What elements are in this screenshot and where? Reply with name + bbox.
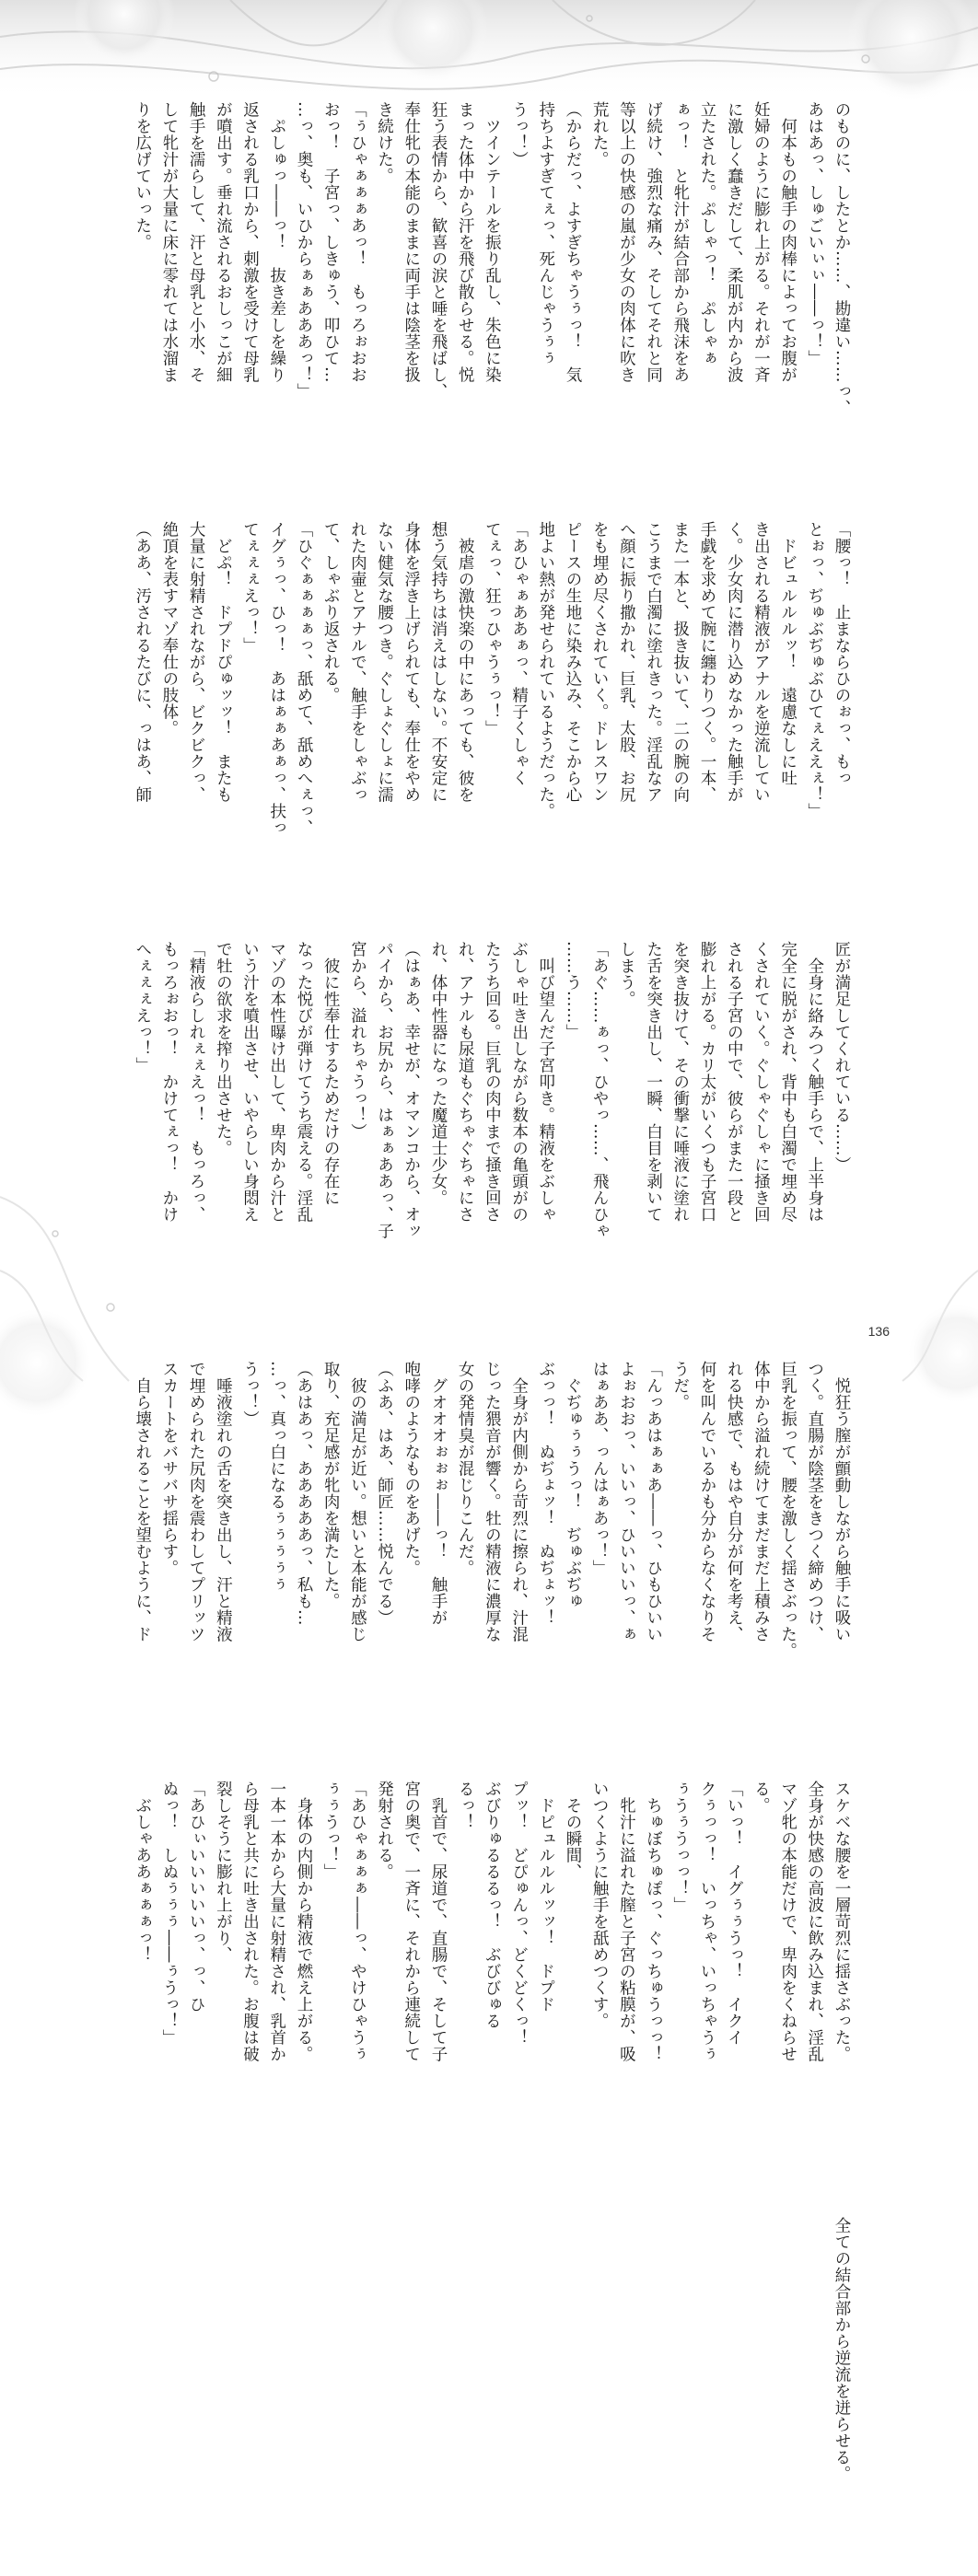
text-line: はぁああ、っんはぁあっ！」 (590, 1361, 610, 1576)
text-line: いつくように触手を舐めつくす。 (590, 1781, 610, 2029)
text-line: 地よい熱が発せられているようだった。 (536, 521, 555, 819)
text-line: 彼に性奉仕するためだけの存在に (321, 941, 341, 1206)
text-line: じった猥音が響く。牡の精液に濃厚な (483, 1361, 502, 1642)
text-line: 発射される。 (375, 1781, 394, 1880)
text-line: で牡の欲求を搾り出させた。 (214, 941, 233, 1156)
text-line: （あはあっ、あああああっ、私も… (294, 1361, 313, 1626)
text-line: 「いっ！ イグぅぅうっ！ イクイ (725, 1781, 744, 2046)
text-line: 身体を浮き上げられても、奉仕をやめ (402, 521, 421, 803)
text-line: ドビュルルルッ！ 遠慮なしに吐 (778, 521, 798, 786)
text-line: うだ。 (670, 1361, 690, 1410)
text-line: ぶびりゅるるるっ！ ぶびびゅる (483, 1781, 502, 2029)
text-line: たうち回る。巨乳の肉中まで掻き回さ (483, 941, 502, 1223)
text-line: 宮の奥で、一斉に、それから連続して (402, 1781, 421, 2062)
text-line: 「あぐ……ぁっ、ひやっ……、飛んひゃ (590, 941, 610, 1239)
text-line: …っ、真っ白になるぅぅぅぅぅ (267, 1361, 286, 1593)
text-line: てぇぇぇえっ！」 (240, 521, 260, 654)
text-line: 全身に絡みつく触手らで、上半身は (805, 941, 824, 1223)
text-line: プッ！ どぴゅんっ、どくどくっ！ (509, 1781, 529, 2046)
text-line: いう汁を噴出させ、いやらしい身悶え (240, 941, 260, 1223)
text-line: マゾ牝の本能だけで、卑肉をくねらせ (778, 1781, 798, 2062)
text-line: イグぅっ、ひっ！ あはぁぁあぁっ、扶っ (267, 521, 286, 836)
text-line: スケベな腰を一層苛烈に揺さぶった。 (832, 1781, 851, 2062)
text-line: くされていく。ぐしゃぐしゃに掻き回 (751, 941, 771, 1223)
text-line: が噴出す。垂れ流されるおしっこが細 (214, 101, 233, 383)
vertical-text-body (127, 101, 855, 2482)
text-line: （はぁあ、幸せが、オマンコから、オッ (402, 941, 421, 1239)
text-line: 唾液塗れの舌を突き出し、汗と精液 (214, 1361, 233, 1642)
text-line: また一本と、扱き抜いて、二の腕の向 (670, 521, 690, 803)
text-line: よぉおおっ、いいっ、ひいいいっ、ぁ (617, 1361, 636, 1642)
text-line: をも埋め尽くされていく。ドレスワン (590, 521, 610, 803)
text-line: に激しく蠢きだして、柔肌が内から波 (725, 101, 744, 383)
text-line: 荒れた。 (590, 101, 610, 168)
text-line: れ、アナルも尿道もぐちゃぐちゃにさ (456, 941, 475, 1223)
text-line: 匠が満足してくれている……） (832, 941, 851, 1173)
text-line: 完全に脱がされ、背中も白濁で埋め尽 (778, 941, 798, 1223)
page-number: 136 (867, 1324, 890, 1339)
text-line: て、しゃぶり返される。 (321, 521, 341, 703)
text-line: 「腰っ！ 止まならひのぉっ、もっ (832, 521, 851, 786)
text-line: 全身が内側から苛烈に擦られ、汁混 (509, 1361, 529, 1642)
text-line: どぷ！ ドプドぴゅッッ！ またも (214, 521, 233, 803)
text-line: 悦狂う膣が顫動しながら触手に吸い (832, 1361, 851, 1642)
text-line: 大量に射精されながら、ビクビクっ、 (187, 521, 206, 803)
text-line: うっ！） (509, 101, 529, 168)
text-line: おっ！ 子宮っ、しきゅう、叩ひて… (321, 101, 341, 383)
text-line: 咆哮のようなものをあげた。 (402, 1361, 421, 1576)
text-line: 彼の満足が近い。想いと本能が感じ (348, 1361, 367, 1642)
text-line: で埋められた尻肉を震わしてプリッツ (187, 1361, 206, 1642)
text-line: …っ、奥も、いひからぁぁあああっ！」 (294, 101, 313, 400)
text-line: 触手を濡らして、汗と母乳と小水、そ (187, 101, 206, 383)
text-line: 叫び望んだ子宮叩き。精液をぶしゃ (536, 941, 555, 1223)
text-line: へ顔に振り撒かれ、巨乳、太股、お尻 (617, 521, 636, 803)
text-line: 「ひぐぁぁぁぁっ、舐めて、舐めへぇっ、 (294, 521, 313, 836)
text-line: 「あひゃぁぁぁ――っ、やけひゃうぅ (348, 1781, 367, 2062)
text-line: して牝汁が大量に床に零れては水溜ま (159, 101, 179, 383)
text-line: つく。直腸が陰茎をきつく締めつけ、 (805, 1361, 824, 1642)
text-line: 狂う表情から、歓喜の涙と唾を飛ばし、 (428, 101, 448, 400)
text-line: た舌を突き出し、一瞬、白目を剥いて (644, 941, 663, 1223)
text-line: 取り、充足感が牝肉を満たした。 (321, 1361, 341, 1609)
text-line: 手戯を求めて腕に纏わりつく。一本、 (697, 521, 716, 803)
text-line: き出される精液がアナルを逆流してい (751, 521, 771, 803)
text-line: 巨乳を振って、腰を激しく揺さぶった。 (778, 1361, 798, 1659)
text-line: 返される乳口から、刺激を受けて母乳 (240, 101, 260, 383)
text-line: 裂しそうに膨れ上がり、 (214, 1781, 233, 1963)
text-line: まった体中から汗を飛び散らせる。悦 (456, 101, 475, 383)
text-line: あはあっ、しゅごいぃぃ――っ！」 (805, 101, 824, 366)
text-line: ……う……」 (563, 941, 582, 1040)
text-line: その瞬間、 (563, 1781, 582, 1880)
text-line: 持ちよすぎてぇっ、死んじゃうぅぅ (536, 101, 555, 366)
text-line: れ、体中性器になった魔道士少女。 (428, 941, 448, 1206)
text-line: マゾの本性曝け出して、卑肉から汁と (267, 941, 286, 1223)
text-line: しまう。 (617, 941, 636, 1007)
text-line: なった悦びが弾けてうち震える。淫乱 (294, 941, 313, 1223)
text-line: 「あひゃぁああぁっ、精子くしゃく (509, 521, 529, 786)
text-line: へぇぇぇえっ！」 (133, 941, 152, 1073)
text-line: とぉっ、ぢゅぶぢゅぶひてぇええぇ！」 (805, 521, 824, 819)
text-line: ドピュルルルッッ！ ドプド (536, 1781, 555, 2013)
text-line: （ああ、汚されるたびに、っはあ、師 (133, 521, 152, 803)
text-line: 女の発情臭が混じりこんだ。 (456, 1361, 475, 1576)
text-line: れた肉壷とアナルで、触手をしゃぶっ (348, 521, 367, 803)
text-line: ぶっっ！ ぬぢょッ！ ぬぢょッ！ (536, 1361, 555, 1626)
text-line: 何本もの触手の肉棒によってお腹が (778, 101, 798, 383)
text-line: るっ！ (456, 1781, 475, 1830)
text-line: ない健気な腰つき。ぐしょぐしょに濡 (375, 521, 394, 803)
text-line: げ続け、強烈な痛み、そしてそれと同 (644, 101, 663, 383)
text-line: れる快感で、もはや自分が何を考え、 (725, 1361, 744, 1642)
text-line: のものに、したとか……、勘違い……っ、 (832, 101, 851, 416)
text-line: く。少女肉に潜り込めなかった触手が (725, 521, 744, 803)
text-line: 「精液らしれぇぇえっ！ もっろっ、 (187, 941, 206, 1223)
text-line: ら母乳と共に吐き出された。お腹は破 (240, 1781, 260, 2062)
text-line: りを広げていった。 (133, 101, 152, 250)
text-line: こうまで白濁に塗れきった。淫乱なア (644, 521, 663, 803)
text-line: される子宮の中で、彼らがまた一段と (725, 941, 744, 1223)
text-line: 「んっあはぁぁあ――っ、ひもひいい (644, 1361, 663, 1642)
text-line: 被虐の激快楽の中にあっても、彼を (456, 521, 475, 803)
text-line: を突き抜けて、その衝撃に唾液に塗れ (670, 941, 690, 1223)
text-line: 膨れ上がる。カリ太がいくつも子宮口 (697, 941, 716, 1223)
text-line: 等以上の快感の嵐が少女の肉体に吹き (617, 101, 636, 383)
text-line: る。 (751, 1781, 771, 1814)
text-line: スカートをバサバサ揺らす。 (159, 1361, 179, 1576)
text-line: グオオオぉぉぉ――っ！ 触手が (428, 1361, 448, 1626)
text-line: 全身が快感の高波に飲み込まれ、淫乱 (805, 1781, 824, 2062)
text-line: （ふあ、はあ、師匠……悦んでる） (375, 1361, 394, 1626)
text-line: 何を叫んでいるかも分からなくなりそ (697, 1361, 716, 1642)
text-line: ぅうぅうっっ！」 (670, 1781, 690, 1913)
text-line: ちゅぼちゅぽっ、ぐっちゅうっっ！ (644, 1781, 663, 2062)
text-line: ぁっ！ と牝汁が結合部から飛沫をあ (670, 101, 690, 383)
text-line: ぷしゅっ――っ！ 抜き差しを繰り (267, 101, 286, 383)
text-line: 一本一本から大量に射精され、乳首か (267, 1781, 286, 2062)
text-line: 想う気持ちは消えはしない。不安定に (428, 521, 448, 803)
text-line: ぅぅうっ！」 (321, 1781, 341, 1880)
text-line: 奉仕牝の本能のままに両手は陰茎を扱 (402, 101, 421, 383)
text-line: クぅっっ！ いっちゃ、いっちゃうぅ (697, 1781, 716, 2062)
text-line: ぶしゃああぁぁぁっ！ (133, 1781, 152, 1963)
text-line: うっ！） (240, 1361, 260, 1427)
text-line: 絶頂を表すマゾ奉仕の肢体。 (159, 521, 179, 737)
text-line: 「あひぃいいいいいっ、っ、ひ (187, 1781, 206, 2013)
text-line: ぐぢゅぅぅうっ！ ぢゅぶぢゅ (563, 1361, 582, 1609)
text-line: 立たされた。ぷしゃっ！ ぷしゃぁ (697, 101, 716, 366)
text-line: ピースの生地に染み込み、そこから心 (563, 521, 582, 803)
text-line: パイから、お尻から、はぁぁああっ、子 (375, 941, 394, 1239)
text-line: 牝汁に溢れた膣と子宮の粘膜が、吸 (617, 1781, 636, 2062)
text-line: 全ての結合部から逆流を迸らせる。 (832, 2200, 851, 2482)
text-line: き続けた。 (375, 101, 394, 184)
text-line: 体中から溢れ続けてまだまだ上積みさ (751, 1361, 771, 1642)
text-line: ぬっ！ しぬぅぅぅ――ぅうっ！」 (159, 1781, 179, 2046)
text-line: ツインテールを振り乱し、朱色に染 (483, 101, 502, 383)
text-line: 「ぅひゃぁぁぁあっ！ もっろぉおお (348, 101, 367, 383)
text-line: てぇっ、狂っひゃうぅっ！」 (483, 521, 502, 737)
text-line: もっろぉおっ！ かけてぇっ！ かけ (159, 941, 179, 1223)
text-line: 乳首で、尿道で、直腸で、そして子 (428, 1781, 448, 2062)
text-line: 身体の内側から精液で燃え上がる。 (294, 1781, 313, 2062)
text-line: 宮から、溢れちゃうっ！） (348, 941, 367, 1140)
text-line: （からだっ、よすぎちゃうぅっ！ 気 (563, 101, 582, 383)
text-line: 妊婦のように膨れ上がる。それが一斉 (751, 101, 771, 383)
text-line: 自ら壊されることを望むように、ド (133, 1361, 152, 1642)
text-line: ぶしゃ吐き出しながら数本の亀頭がの (509, 941, 529, 1223)
